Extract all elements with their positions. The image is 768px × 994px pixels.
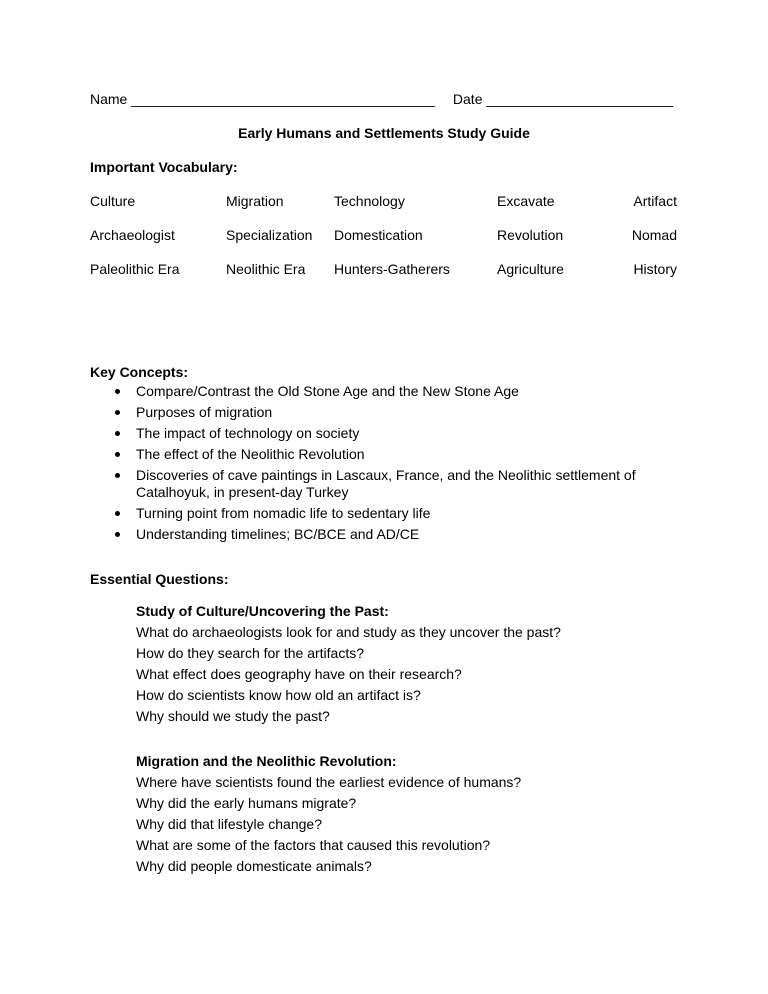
question-text: What do archaeologists look for and study as they uncover the past? (136, 624, 561, 640)
vocabulary-heading: Important Vocabulary: (90, 159, 238, 175)
vocab-term: Archaeologist (90, 227, 175, 243)
question-text: Why did people domesticate animals? (136, 858, 372, 874)
list-item: The effect of the Neolithic Revolution (136, 446, 656, 463)
vocab-term: Paleolithic Era (90, 261, 180, 277)
vocab-term: Hunters-Gatherers (334, 261, 450, 277)
vocab-term: Technology (334, 193, 405, 209)
vocab-term: Nomad (631, 227, 677, 243)
vocab-term: History (633, 261, 677, 277)
list-item: The impact of technology on society (136, 425, 656, 442)
question-text: What are some of the factors that caused this revolution? (136, 837, 491, 853)
question-text: Where have scientists found the earliest evidence of humans? (136, 774, 522, 790)
name-date-line (90, 91, 673, 108)
vocab-term: Revolution (497, 227, 564, 243)
section-title: Migration and the Neolithic Revolution: (136, 753, 397, 769)
question-text: What effect does geography have on their research? (136, 666, 462, 682)
key-concepts-heading: Key Concepts: (90, 364, 189, 380)
list-item: Compare/Contrast the Old Stone Age and the New Stone Age (136, 383, 656, 400)
page-title: Early Humans and Settlements Study Guide (238, 125, 530, 141)
essential-questions-heading: Essential Questions: (90, 571, 229, 587)
vocab-term: Culture (90, 193, 136, 209)
vocab-term: Neolithic Era (226, 261, 306, 277)
question-text: How do they search for the artifacts? (136, 645, 364, 661)
list-item: Purposes of migration (136, 404, 656, 421)
vocab-term: Domestication (334, 227, 423, 243)
vocab-term: Agriculture (497, 261, 564, 277)
name-field-label: Name _______________________________________ (90, 91, 435, 107)
vocab-term: Artifact (633, 193, 677, 209)
vocabulary-row (0, 227, 768, 244)
question-text: Why did that lifestyle change? (136, 816, 322, 832)
vocab-term: Migration (226, 193, 284, 209)
question-section (136, 601, 696, 727)
vocabulary-row (0, 193, 768, 210)
vocab-term: Excavate (497, 193, 555, 209)
list-item: Understanding timelines; BC/BCE and AD/CE (136, 526, 656, 543)
question-section (136, 751, 696, 877)
question-text: How do scientists know how old an artifact is? (136, 687, 421, 703)
vocabulary-row (0, 261, 768, 278)
vocab-term: Specialization (226, 227, 313, 243)
question-text: Why should we study the past? (136, 708, 330, 724)
question-text: Why did the early humans migrate? (136, 795, 357, 811)
key-concepts-list (136, 383, 656, 547)
section-title: Study of Culture/Uncovering the Past: (136, 603, 389, 619)
list-item: Discoveries of cave paintings in Lascaux, France, and the Neolithic settlement of Catalhoyuk, in present-day Turkey (136, 467, 636, 500)
date-field-label: Date ________________________ (452, 91, 674, 107)
list-item: Turning point from nomadic life to sedentary life (136, 505, 656, 522)
